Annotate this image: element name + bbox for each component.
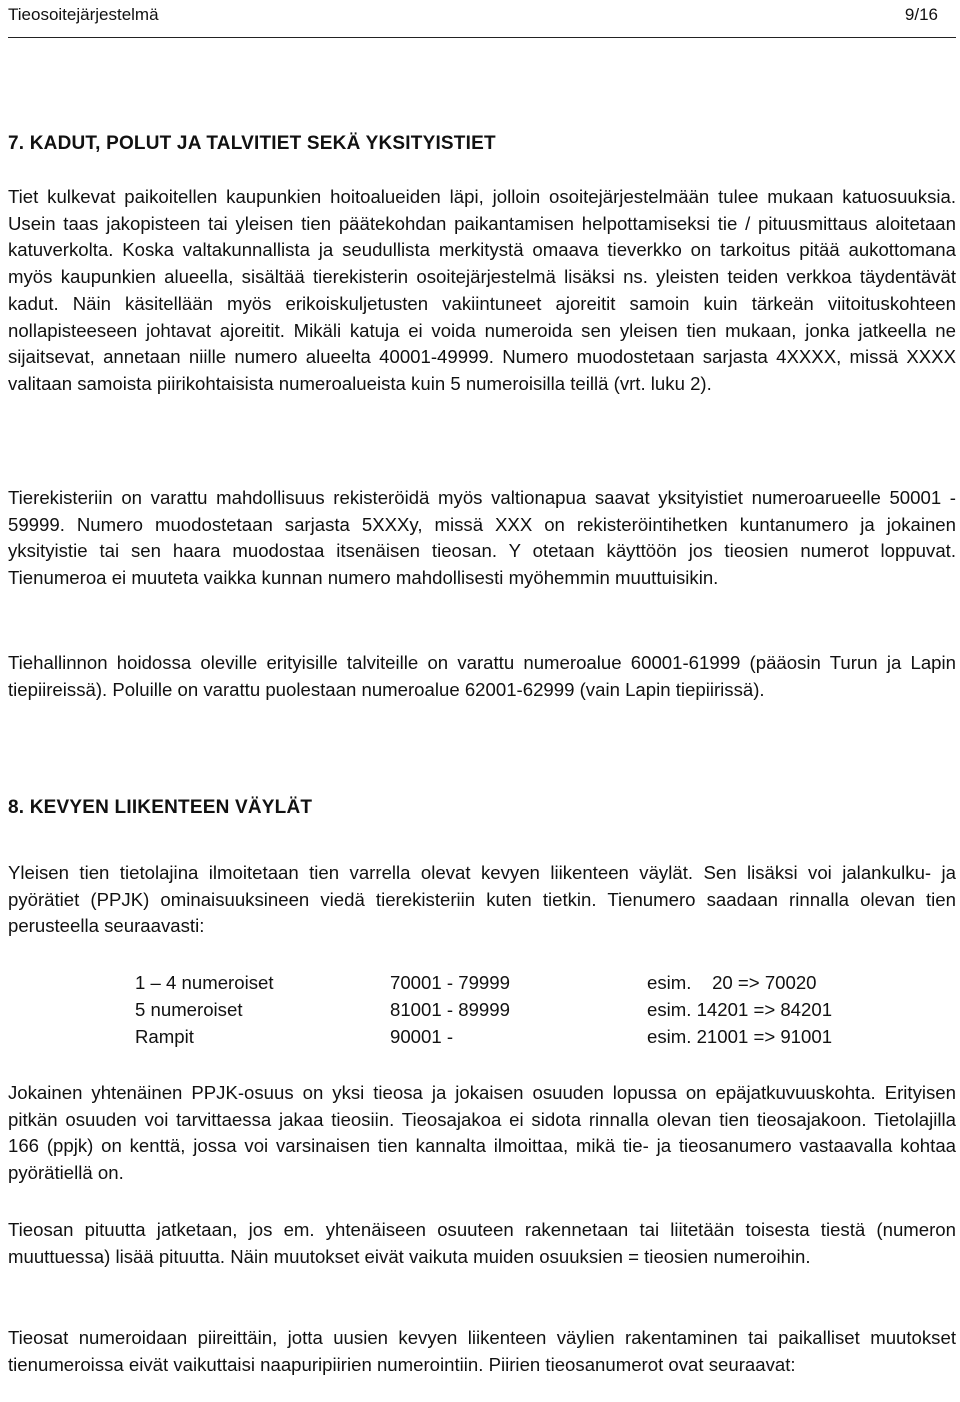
section-8-paragraph-3: Tieosan pituutta jatketaan, jos em. yhtenäiseen osuuteen rakennetaan tai liitetään toisesta tiestä (numeron muuttuessa) lisää pituutta. Näin muutokset eivät vaikuta muiden osuuksien = tieosien numeroihin. <box>8 1219 956 1267</box>
document-title: Tieosoitejärjestelmä <box>8 5 159 24</box>
table-row <box>135 969 895 996</box>
section-7-heading: 7. KADUT, POLUT JA TALVITIET SEKÄ YKSITYISTIET <box>8 133 496 154</box>
numbering-table <box>135 969 895 1050</box>
section-7-paragraph-2: Tierekisteriin on varattu mahdollisuus rekisteröidä myös valtionapua saavat yksityistiet numeroarueelle 50001 - 59999. Numero muodostetaan sarjasta 5XXXy, missä XXX on rekisteröintihetken kuntanumero ja jokainen yksityistie tai sen haara muodostaa itsenäisen tieosan. Y otetaan käyttöön jos tieosien numerot loppuvat. Tienumeroa ei muuteta vaikka kunnan numero mahdollisesti myöhemmin muuttuisikin. <box>8 487 956 589</box>
table-cell-example: esim. 21001 => 91001 <box>647 1026 833 1047</box>
table-cell-example: esim. 20 => 70020 <box>647 972 817 993</box>
table-cell-type: 5 numeroiset <box>135 999 243 1020</box>
table-cell-range: 70001 - 79999 <box>390 972 510 993</box>
table-cell-type: 1 – 4 numeroiset <box>135 972 274 993</box>
table-cell-range: 81001 - 89999 <box>390 999 510 1020</box>
page-number: 9/16 <box>904 5 938 24</box>
table-row <box>135 1023 895 1050</box>
section-8-paragraph-4: Tieosat numeroidaan piireittäin, jotta uusien kevyen liikenteen väylien rakentaminen tai paikalliset muutokset tienumeroissa eivät vaikuttaisi naapuripiirien numerointiin. Piirien tieosanumerot ovat seuraavat: <box>8 1327 956 1375</box>
table-row <box>135 996 895 1023</box>
section-8-paragraph-2: Jokainen yhtenäinen PPJK-osuus on yksi tieosa ja jokaisen osuuden lopussa on epäjatkuvuuskohta. Erityisen pitkän osuuden voi tarvittaessa jakaa tieosiin. Tieosajakoa ei sidota rinnalla olevan tien tieosajakoon. Tietolajilla 166 (ppjk) on kenttä, jossa voi varsinaisen tien kannalta ilmoittaa, mikä tie- ja tieosanumero vastaavalla kohtaa pyörätiellä on. <box>8 1082 956 1184</box>
header-divider <box>8 37 956 38</box>
section-8-heading: 8. KEVYEN LIIKENTEEN VÄYLÄT <box>8 797 313 818</box>
table-cell-type: Rampit <box>135 1026 194 1047</box>
table-cell-example: esim. 14201 => 84201 <box>647 999 833 1020</box>
section-7-paragraph-3: Tiehallinnon hoidossa oleville erityisille talviteille on varattu numeroalue 60001-61999 (pääosin Turun ja Lapin tiepiireissä). Poluille on varattu puolestaan numeroalue 62001-62999 (vain Lapin tiepiirissä). <box>8 652 956 700</box>
section-7-paragraph-1: Tiet kulkevat paikoitellen kaupunkien hoitoalueiden läpi, jolloin osoitejärjestelmään tulee mukaan katuosuuksia. Usein taas jakopisteen tai yleisen tien päätekohdan paikantamisen helpottamiseksi tie / pituusmittaus aloitetaan katuverkolta. Koska valtakunnallista ja seudullista merkitystä omaava tieverkko on tarkoitus pitää aukottomana myös kaupunkien alueella, sisältää tierekisterin osoitejärjestelmä lisäksi ns. yleisten teiden verkkoa täydentävät kadut. Näin käsitellään myös erikoiskuljetusten vakiintuneet ajoreitit samoin kuin tärkeän viitoituskohteen nollapisteeseen johtavat ajoreitit. Mikäli katuja ei voida numeroida sen yleisen tien mukaan, jonka jatkeella ne sijaitsevat, annetaan niille numero alueelta 40001-49999. Numero muodostetaan sarjasta 4XXXX, missä XXXX valitaan samoista piirikohtaisista numeroalueista kuin 5 numeroisilla teillä (vrt. luku 2). <box>8 186 956 394</box>
table-cell-range: 90001 - <box>390 1026 454 1047</box>
section-8-paragraph-1: Yleisen tien tietolajina ilmoitetaan tien varrella olevat kevyen liikenteen väylät. Sen lisäksi voi jalankulku- ja pyörätiet (PPJK) ominaisuuksineen viedä tierekisteriin kuten tietkin. Tienumero saadaan rinnalla olevan tien perusteella seuraavasti: <box>8 862 956 937</box>
page-header <box>8 4 938 26</box>
